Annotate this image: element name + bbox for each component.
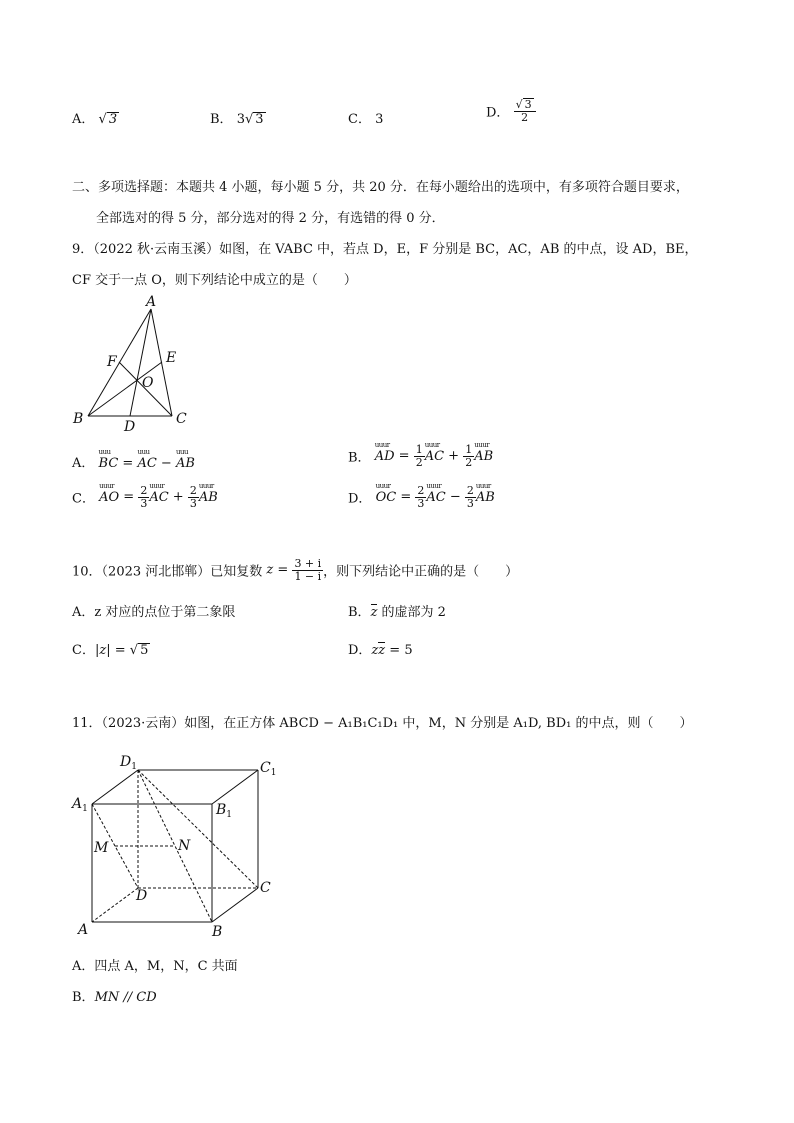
edge-a1d1 — [92, 770, 138, 804]
option-label: A． — [72, 456, 95, 471]
vector-ab: uuur AB — [199, 490, 218, 505]
option-text: MN // CD — [94, 990, 157, 1005]
vector-oc: uuur OC — [376, 490, 397, 505]
option-label: B． — [210, 112, 233, 127]
median-ad — [130, 309, 151, 416]
q8-b-coef: 3 — [236, 112, 245, 127]
variable-z: z — [266, 562, 274, 578]
variable-z: z — [371, 643, 379, 658]
fraction — [463, 444, 474, 468]
q10-option-d — [348, 639, 413, 658]
q11-cube-figure — [70, 748, 310, 938]
q8-a-radicand: 3 — [108, 112, 118, 127]
q11-option-b — [72, 986, 157, 1005]
fraction — [188, 485, 199, 509]
q8-option-d — [486, 98, 536, 124]
denominator: 3 — [417, 496, 425, 510]
label-D: D — [136, 888, 148, 904]
section2-line2: 全部选对的得 5 分，部分选对的得 2 分，有选错的得 0 分． — [96, 211, 445, 226]
q10-stem-prefix: 10．（2023 河北邯郸）已知复数 — [72, 564, 267, 580]
q10-option-c: C．|z| = √ 5 — [72, 643, 149, 658]
equals-sign: = — [110, 643, 130, 658]
operator: − — [445, 489, 465, 505]
equals-sign: = — [273, 562, 293, 578]
label-C: C — [176, 411, 187, 427]
equals-sign: = — [119, 489, 139, 505]
label-D: D — [124, 419, 136, 434]
q8-option-b: B． 3√ 3 — [210, 112, 264, 127]
denominator: 2 — [415, 455, 423, 469]
vector-ab: uuur AB — [474, 449, 493, 464]
numerator: 2 — [466, 484, 474, 497]
segment-d1c — [138, 770, 258, 888]
label-E: E — [166, 350, 177, 366]
q9-option-a — [72, 452, 195, 471]
option-label: B． — [348, 450, 371, 466]
q8-d-radicand: 3 — [524, 98, 532, 111]
q8-option-a: A． √ 3 — [72, 112, 118, 127]
edge-c1b1 — [212, 770, 258, 804]
label-F: F — [107, 354, 117, 370]
label-B: B — [212, 924, 223, 938]
q11-stem: 11．（2023·云南）如图，在正方体 ABCD − A₁B₁C₁D₁ 中，M，N 分别是 A₁D, BD₁ 的中点，则（ ） — [72, 716, 693, 731]
fraction — [465, 485, 476, 509]
label-A: A — [78, 922, 89, 938]
edge-da-hidden — [92, 888, 138, 922]
label-C: C — [260, 880, 271, 896]
q10-stem — [72, 558, 518, 582]
vector-ac: uuur AC — [425, 449, 444, 464]
equals-sign: = — [118, 456, 138, 471]
q9-triangle-figure — [68, 292, 208, 434]
label-M: M — [94, 840, 109, 856]
q8-b-radicand: 3 — [255, 112, 264, 127]
label-O: O — [142, 375, 154, 391]
fraction — [415, 485, 426, 509]
option-label: A． — [72, 112, 95, 127]
radicand: 5 — [140, 643, 149, 658]
q9-option-b — [348, 444, 493, 468]
vector-bc: uuu BC — [99, 456, 119, 471]
option-text: 的虚部为 2 — [377, 605, 446, 620]
option-label: B． — [72, 990, 95, 1005]
option-label: C． — [348, 112, 371, 127]
q9-option-c — [72, 485, 218, 509]
section2-line1: 二、多项选择题：本题共 4 小题，每小题 5 分，共 20 分．在每小题给出的选项中，有多项符合题目要求， — [72, 180, 689, 195]
conjugate-z: z — [370, 605, 378, 620]
denominator: 3 — [189, 496, 197, 510]
fraction — [138, 485, 149, 509]
numerator: 2 — [189, 484, 197, 497]
conjugate-z: z — [378, 643, 386, 658]
vector-ac: uuur AC — [426, 490, 445, 505]
option-label: A． — [72, 605, 95, 620]
q10-option-b — [348, 601, 446, 620]
operator: + — [168, 489, 188, 505]
numerator: 1 — [415, 443, 423, 456]
option-text: 四点 A，M，N，C 共面 — [94, 959, 238, 974]
label-A: A — [146, 294, 157, 310]
label-B: B — [73, 411, 84, 427]
option-text: = 5 — [385, 643, 413, 658]
vector-ab: uuu AB — [176, 456, 195, 471]
option-label: D． — [348, 491, 372, 507]
denominator: 3 — [140, 496, 148, 510]
label-A1: $A_1$ — [72, 796, 88, 814]
label-B1: $B_1$ — [216, 802, 233, 820]
option-label: D． — [348, 643, 372, 658]
q10-stem-suffix: ，则下列结论中正确的是（ ） — [323, 564, 519, 580]
q9-option-d — [348, 485, 495, 509]
modulus-z: z — [99, 643, 107, 658]
denominator: 2 — [465, 455, 473, 469]
option-label: C． — [72, 491, 95, 507]
equals-sign: = — [396, 489, 416, 505]
q9-stem-line1: 9．（2022 秋·云南玉溪）如图，在 VABC 中，若点 D，E，F 分别是 BC，AC，AB 的中点，设 AD，BE， — [72, 242, 698, 257]
vector-ac: uuu AC — [137, 456, 156, 471]
q10-option-a — [72, 601, 235, 620]
numerator: 1 — [465, 443, 473, 456]
q8-d-denominator: 2 — [521, 111, 529, 125]
option-label: C． — [72, 643, 95, 658]
numerator: 2 — [140, 484, 148, 497]
label-N: N — [178, 838, 191, 854]
option-label: A． — [72, 959, 95, 974]
option-label: B． — [348, 605, 371, 620]
option-label: D． — [486, 105, 510, 121]
label-D1: $D_1$ — [120, 754, 137, 772]
numerator: 3 + i — [294, 557, 322, 570]
fraction — [414, 444, 425, 468]
operator: − — [156, 456, 176, 471]
segment-d1b — [138, 770, 212, 922]
label-C1: $C_1$ — [260, 760, 277, 778]
q10-fraction — [292, 558, 323, 582]
vector-ac: uuur AC — [149, 490, 168, 505]
numerator: 2 — [417, 484, 425, 497]
vector-ab: uuur AB — [476, 490, 495, 505]
q8-d-fraction: $\frac{√ 3}{2}$ — [514, 98, 536, 124]
q8-c-value: 3 — [375, 112, 384, 127]
denominator: 1 − i — [294, 569, 322, 583]
vector-ad: uuur AD — [375, 449, 395, 464]
denominator: 3 — [466, 496, 474, 510]
vector-ao: uuur AO — [99, 490, 119, 505]
q9-stem-line2: CF 交于一点 O，则下列结论中成立的是（ ） — [72, 273, 357, 288]
equals-sign: = — [394, 448, 414, 464]
operator: + — [444, 448, 464, 464]
q8-option-c — [348, 108, 383, 127]
q11-option-a — [72, 955, 238, 974]
edge-cb — [212, 888, 258, 922]
option-text: z 对应的点位于第二象限 — [94, 605, 236, 620]
